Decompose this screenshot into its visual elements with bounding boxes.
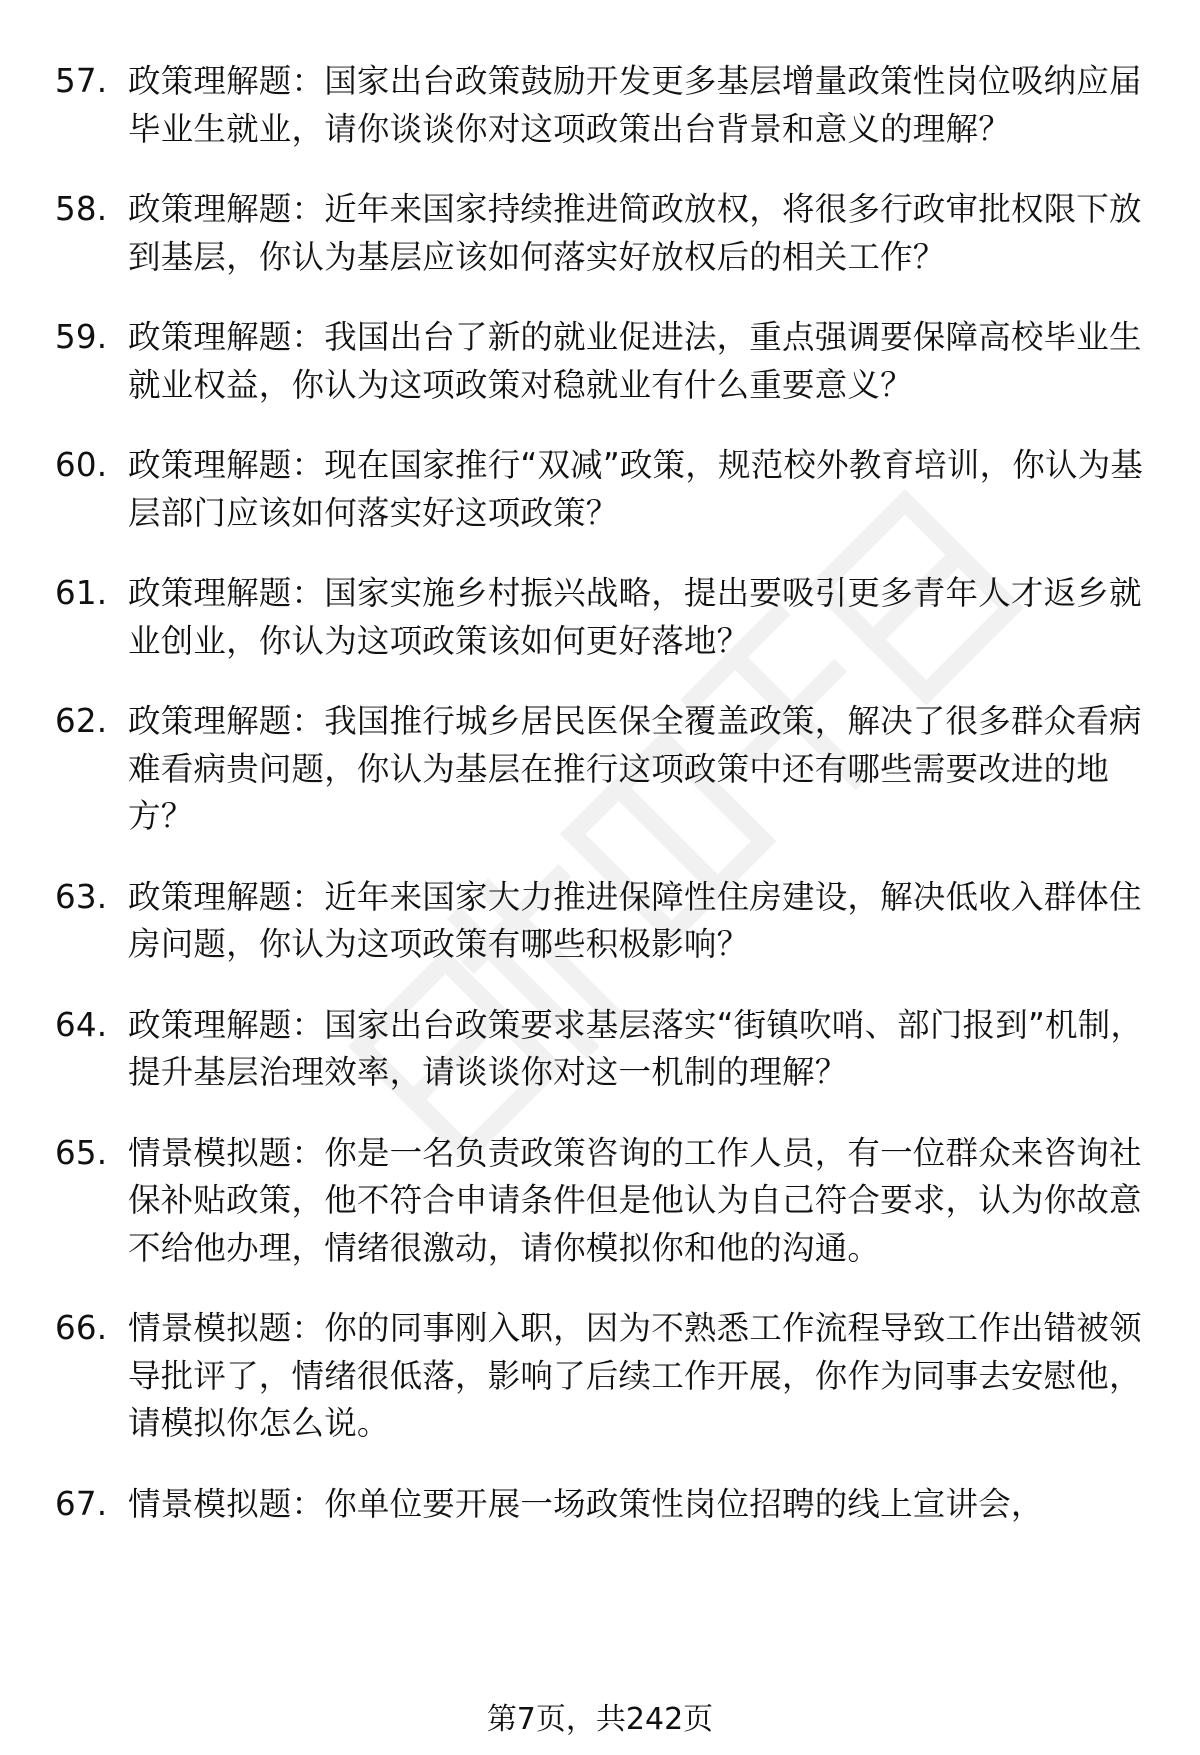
question-item (55, 1130, 1155, 1273)
question-text: 政策理解题：近年来国家持续推进简政放权，将很多行政审批权限下放到基层，你认为基层应该如何落实好放权后的相关工作？ (128, 190, 1142, 276)
question-number: 63. (55, 877, 108, 916)
question-text: 政策理解题：现在国家推行“双减”政策，规范校外教育培训，你认为基层部门应该如何落实好这项政策？ (128, 446, 1144, 532)
question-item (55, 314, 1155, 409)
question-number: 62. (55, 702, 108, 740)
question-text: 政策理解题：国家出台政策要求基层落实“街镇吹哨、部门报到”机制，提升基层治理效率，请谈谈你对这一机制的理解？ (128, 1005, 1144, 1091)
question-item (55, 1305, 1155, 1448)
question-text: 政策理解题：我国出台了新的就业促进法，重点强调要保障高校毕业生就业权益，你认为这项政策对稳就业有什么重要意义？ (128, 318, 1142, 404)
question-number: 66. (55, 1309, 108, 1347)
question-text: 情景模拟题：你的同事刚入职，因为不熟悉工作流程导致工作出错被领导批评了，情绪很低落，影响了后续工作开展，你作为同事去安慰他，请模拟你怎么说。 (128, 1309, 1142, 1442)
question-item (55, 874, 1155, 969)
question-item (55, 58, 1155, 153)
question-text: 政策理解题：我国推行城乡居民医保全覆盖政策，解决了很多群众看病难看病贵问题，你认为基层在推行这项政策中还有哪些需要改进的地方？ (128, 702, 1142, 835)
question-number: 60. (55, 446, 108, 484)
question-text: 政策理解题：国家实施乡村振兴战略，提出要吸引更多青年人才返乡就业创业，你认为这项政策该如何更好落地？ (128, 574, 1142, 660)
question-number: 61. (55, 574, 108, 612)
question-text: 情景模拟题：你是一名负责政策咨询的工作人员，有一位群众来咨询社保补贴政策，他不符合申请条件但是他认为自己符合要求，认为你故意不给他办理，情绪很激动，请你模拟你和他的沟通。 (128, 1133, 1142, 1267)
question-item (55, 698, 1155, 841)
question-number: 65. (55, 1133, 108, 1172)
question-text: 政策理解题：国家出台政策鼓励开发更多基层增量政策性岗位吸纳应届毕业生就业，请你谈谈你对这项政策出台背景和意义的理解？ (128, 62, 1142, 148)
question-number: 58. (55, 190, 108, 228)
question-item (55, 442, 1155, 537)
question-item (55, 1002, 1155, 1097)
question-item (55, 570, 1155, 665)
question-number: 67. (55, 1484, 108, 1523)
question-number: 64. (55, 1005, 108, 1044)
question-text: 政策理解题：近年来国家大力推进保障性住房建设，解决低收入群体住房问题，你认为这项政策有哪些积极影响？ (128, 877, 1142, 963)
question-number: 59. (55, 318, 108, 356)
question-item (55, 1481, 1155, 1529)
question-text: 情景模拟题：你单位要开展一场政策性岗位招聘的线上宣讲会， (128, 1484, 1044, 1523)
page-footer (0, 1700, 1200, 1740)
question-list (55, 58, 1155, 1561)
question-item (55, 186, 1155, 281)
page-number-label: 第7页，共242页 (486, 1702, 714, 1737)
question-number: 57. (55, 62, 108, 100)
